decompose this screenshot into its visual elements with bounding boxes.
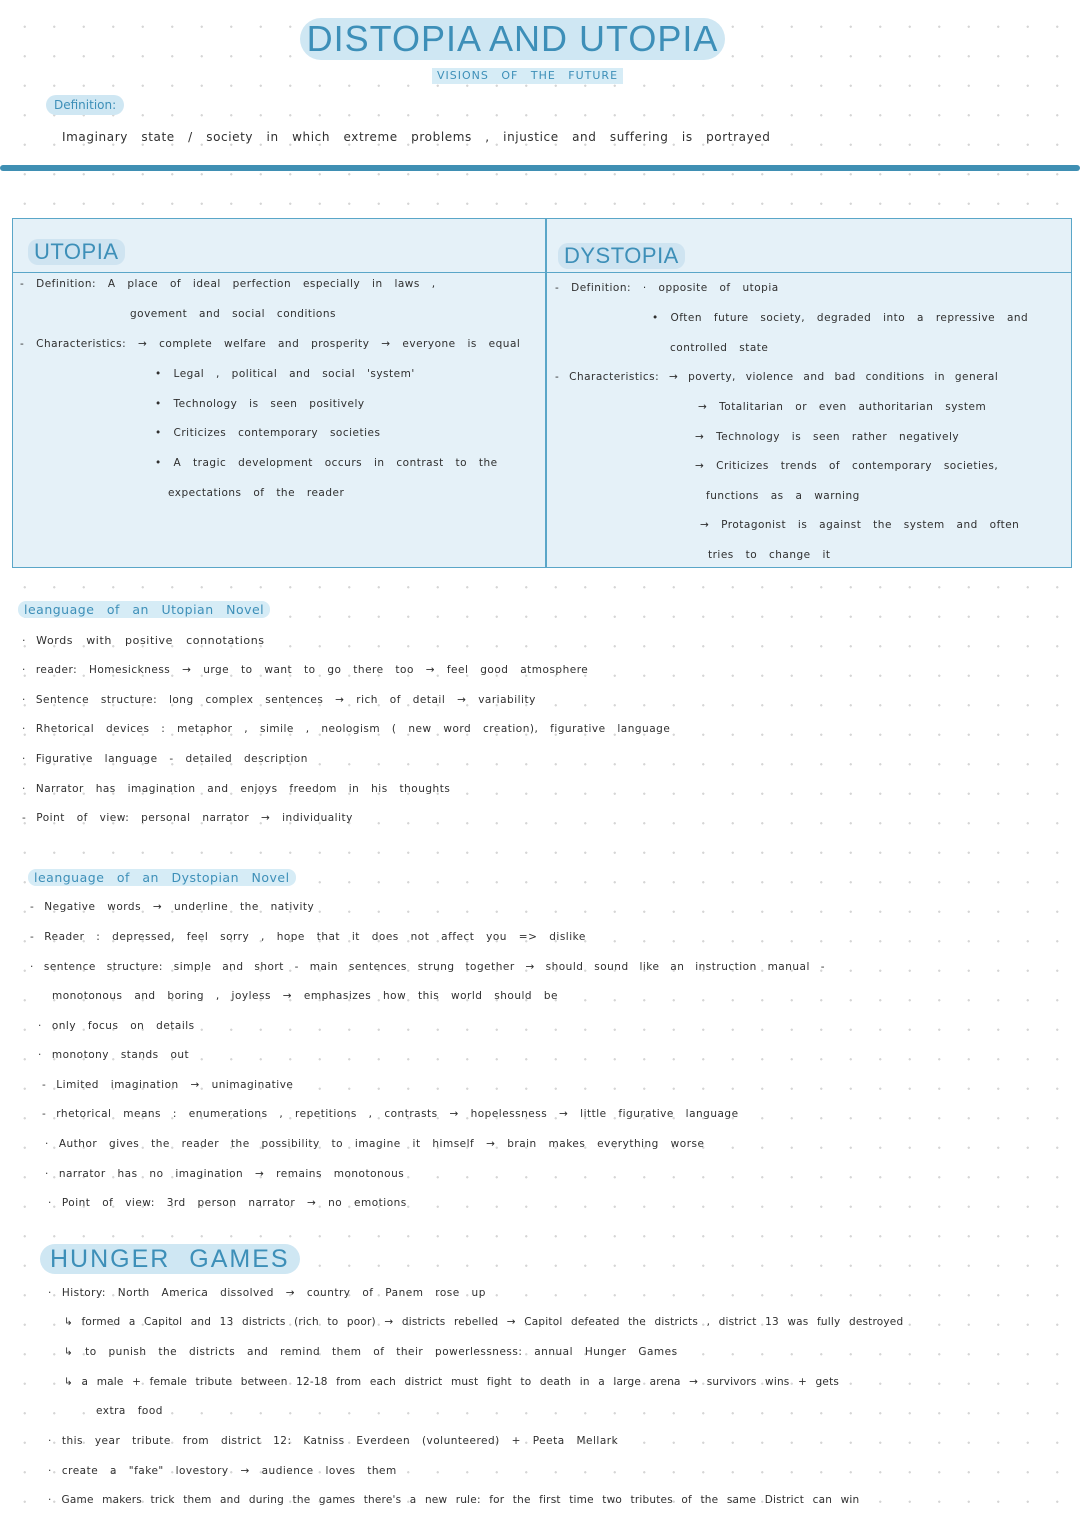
comparison-table (12, 218, 1072, 568)
hg-line: ↳ formed a Capitol and 13 districts (rich to poor) → districts rebelled → Capitol defeated the districts , district 13 was fully destroyed (64, 1316, 904, 1328)
utopia-heading: UTOPIA (28, 239, 125, 265)
list-item: monotonous and boring , joyless → emphasizes how this world should be (52, 990, 559, 1002)
utopia-line: • Criticizes contemporary societies (155, 427, 381, 439)
list-item: · narrator has no imagination → remains monotonous (45, 1168, 405, 1180)
hg-line: · create a "fake" lovestory → audience loves them (48, 1465, 397, 1477)
list-item: - Point of view: personal narrator → individuality (22, 812, 353, 824)
utopia-line: - Definition: A place of ideal perfection especially in laws , (20, 278, 436, 290)
hg-line: · Game makers trick them and during the games there's a new rule: for the first time two tributes of the same District can win (48, 1494, 860, 1506)
utopia-line: govement and social conditions (130, 308, 336, 320)
utopia-line: expectations of the reader (168, 487, 345, 499)
hg-line: extra food (96, 1405, 163, 1417)
list-item: - Reader : depressed, feel sorry , hope that it does not affect you => dislike (30, 931, 586, 943)
list-item: · Rhetorical devices : metaphor , simile , neologism ( new word creation), figurative language (22, 723, 671, 735)
list-item: · Point of view: 3rd person narrator → no emotions (48, 1197, 407, 1209)
table-column-divider (545, 218, 547, 568)
dystopia-heading: DYSTOPIA (558, 243, 685, 269)
list-item: · only focus on details (38, 1020, 195, 1032)
definition-label: Definition: (46, 95, 124, 115)
list-item: · Words with positive connotations (22, 634, 265, 647)
dystopia-line: → Protagonist is against the system and often (700, 519, 1020, 531)
utopia-line: • Legal , political and social 'system' (155, 368, 415, 380)
hg-line: ↳ a male + female tribute between 12-18 from each district must fight to death in a large arena → survivors wins + gets (64, 1376, 840, 1388)
list-item: - Negative words → underline the nativity (30, 901, 315, 913)
dystopia-line: → Criticizes trends of contemporary societies, (695, 460, 999, 472)
hunger-games-heading: HUNGER GAMES (40, 1244, 300, 1274)
section-divider (0, 165, 1080, 171)
dystopia-line: → Technology is seen rather negatively (695, 431, 960, 443)
utopia-line: • A tragic development occurs in contrast to the (155, 457, 498, 469)
dystopia-line: - Definition: · opposite of utopia (555, 282, 779, 294)
hg-line: · this year tribute from district 12: Katniss Everdeen (volunteered) + Peeta Mellark (48, 1435, 619, 1447)
table-header-divider (12, 272, 1072, 273)
dystopia-line: functions as a warning (706, 490, 860, 502)
page-subtitle: VISIONS OF THE FUTURE (432, 68, 623, 84)
list-item: · Figurative language - detailed description (22, 753, 308, 765)
dystopia-line: → Totalitarian or even authoritarian system (698, 401, 987, 413)
dystopia-line: tries to change it (708, 549, 831, 561)
dystopia-line: • Often future society, degraded into a repressive and (652, 312, 1029, 324)
dystopia-line: controlled state (670, 342, 769, 354)
list-item: · Author gives the reader the possibility to imagine it himself → brain makes everything worse (45, 1138, 705, 1150)
hg-line: · History: North America dissolved → country of Panem rose up (48, 1287, 486, 1299)
utopia-line: - Characteristics: → complete welfare and prosperity → everyone is equal (20, 338, 521, 350)
hg-line: ↳ to punish the districts and remind them of their powerlessness: annual Hunger Games (64, 1346, 678, 1358)
list-item: · Sentence structure: long complex sentences → rich of detail → variability (22, 694, 536, 706)
list-item: - rhetorical means : enumerations , repetitions , contrasts → hopelessness → little figurative language (42, 1108, 739, 1120)
utopian-language-heading: leanguage of an Utopian Novel (18, 601, 270, 618)
list-item: · Narrator has imagination and enjoys freedom in his thoughts (22, 783, 451, 795)
definition-text: Imaginary state / society in which extreme problems , injustice and suffering is portrayed (62, 130, 771, 144)
dystopian-language-heading: leanguage of an Dystopian Novel (28, 869, 296, 886)
dystopia-line: - Characteristics: → poverty, violence and bad conditions in general (555, 371, 999, 383)
list-item: · monotony stands out (38, 1049, 190, 1061)
list-item: - Limited imagination → unimaginative (42, 1079, 294, 1091)
list-item: · reader: Homesickness → urge to want to go there too → feel good atmosphere (22, 664, 589, 676)
page-title: DISTOPIA AND UTOPIA (300, 18, 725, 60)
utopia-line: • Technology is seen positively (155, 398, 365, 410)
list-item: · sentence structure: simple and short - main sentences strung together → should sound like an instruction manual - (30, 961, 826, 973)
